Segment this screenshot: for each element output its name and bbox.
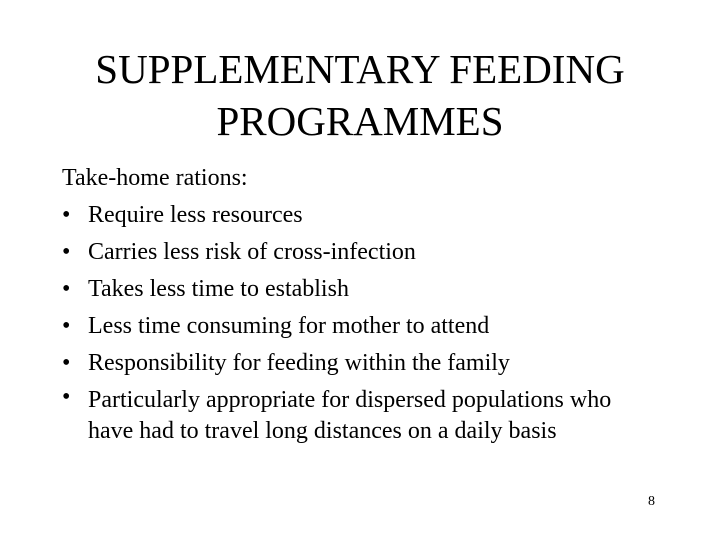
list-item [62, 197, 702, 234]
list-item [62, 271, 702, 308]
bullet-icon: • [62, 384, 71, 410]
list-item [62, 234, 702, 271]
slide-body [62, 160, 702, 447]
page-number: 8 [648, 494, 655, 509]
bullet-icon: • [62, 202, 71, 228]
list-item [62, 382, 648, 447]
list-item [62, 308, 702, 345]
list-item-text: Responsibility for feeding within the family [88, 350, 510, 376]
bullet-list [62, 197, 702, 447]
intro-text: Take-home rations: [62, 165, 248, 191]
list-item-text: Carries less risk of cross-infection [88, 239, 416, 265]
list-item-text: Takes less time to establish [88, 276, 349, 302]
list-item-text: Less time consuming for mother to attend [88, 313, 490, 339]
slide-title-line-2: PROGRAMMES [216, 98, 504, 144]
list-item [62, 345, 702, 382]
list-item-text: Require less resources [88, 202, 303, 228]
list-item-text: Particularly appropriate for dispersed populations who have had to travel long distances on a daily basis [88, 387, 612, 444]
bullet-icon: • [62, 313, 71, 339]
slide-title [40, 43, 680, 147]
bullet-icon: • [62, 276, 71, 302]
bullet-icon: • [62, 350, 71, 376]
bullet-icon: • [62, 239, 71, 265]
slide-title-line-1: SUPPLEMENTARY FEEDING [95, 46, 625, 92]
